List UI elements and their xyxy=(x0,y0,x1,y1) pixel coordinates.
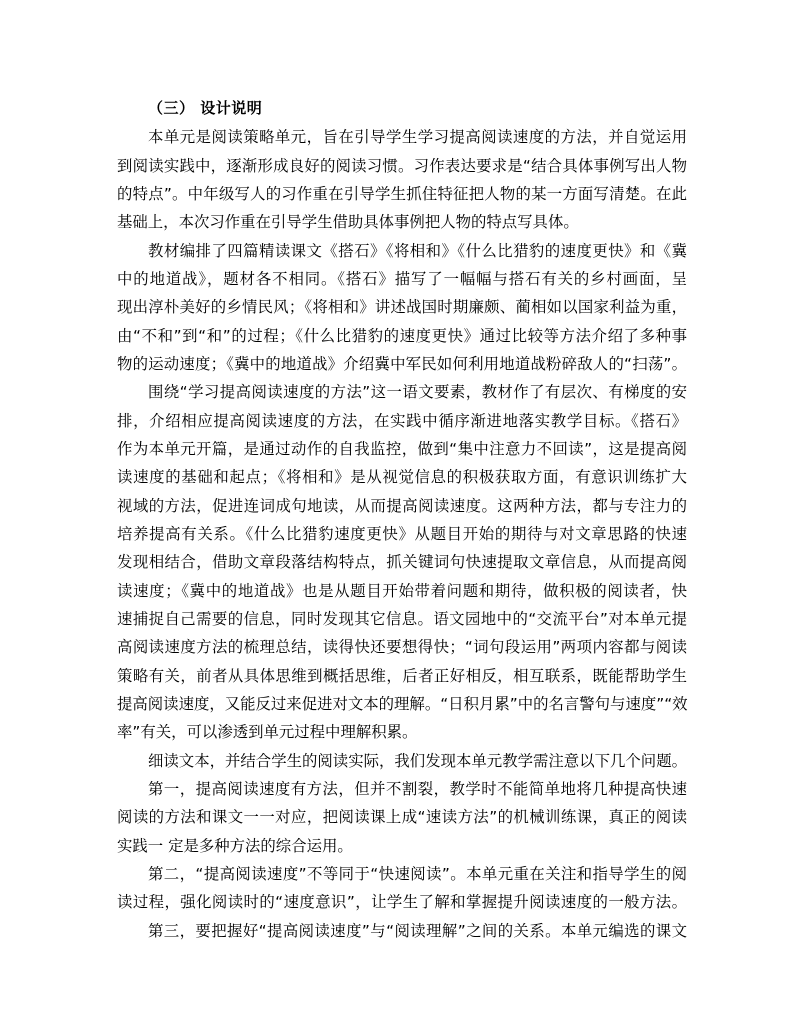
paragraph-line: 作为本单元开篇，是通过动作的自我监控，做到“集中注意力不回读”，这是提高阅 xyxy=(117,440,687,458)
paragraph-line: 第二，“提高阅读速度”不等同于“快速阅读”。本单元重在关注和指导学生的阅 xyxy=(148,865,687,883)
paragraph-line: 视域的方法，促进连词成句地读，从而提高阅读速度。这两种方法，都与专注力的 xyxy=(117,497,687,515)
paragraph-line: 到阅读实践中，逐渐形成良好的阅读习惯。习作表达要求是“结合具体事例写出人物 xyxy=(117,157,687,175)
paragraph-line: 培养提高有关系。《什么比猎豹速度更快》从题目开始的期待与对文章思路的快速 xyxy=(117,525,687,543)
paragraph-line: 发现相结合，借助文章段落结构特点，抓关键词句快速提取文章信息，从而提高阅 xyxy=(117,553,687,571)
paragraph-line: 现出淳朴美好的乡情民风；《将相和》讲述战国时期廉颇、蔺相如以国家利益为重， xyxy=(117,298,687,316)
paragraph-line: 高阅读速度方法的梳理总结，读得快还要想得快；“词句段运用”两项内容都与阅读 xyxy=(117,638,687,656)
paragraph-line: 第一，提高阅读速度有方法，但并不割裂，教学时不能简单地将几种提高快速 xyxy=(148,780,687,798)
paragraph-line: 教材编排了四篇精读课文《搭石》《将相和》《什么比猎豹的速度更快》和《冀 xyxy=(148,242,687,260)
paragraph-line: 阅读的方法和课文一一对应，把阅读课上成“速读方法”的机械训练课，真正的阅读 xyxy=(117,808,687,826)
paragraph-line: 第三，要把握好“提高阅读速度”与“阅读理解”之间的关系。本单元编选的课文 xyxy=(148,922,687,940)
paragraph-line: 策略有关，前者从具体思维到概括思维，后者正好相反，相互联系，既能帮助学生 xyxy=(117,667,687,685)
paragraph-line: 细读文本，并结合学生的阅读实际，我们发现本单元教学需注意以下几个问题。 xyxy=(148,752,687,770)
paragraph-line: 读过程，强化阅读时的“速度意识”，让学生了解和掌握提升阅读速度的一般方法。 xyxy=(117,893,687,911)
paragraph-line: 本单元是阅读策略单元，旨在引导学生学习提高阅读速度的方法，并自觉运用 xyxy=(148,128,687,146)
paragraph-line: 速捕捉自己需要的信息，同时发现其它信息。语文园地中的“交流平台”对本单元提 xyxy=(117,610,687,628)
paragraph-line: 物的运动速度；《冀中的地道战》介绍冀中军民如何利用地道战粉碎敌人的“扫荡”。 xyxy=(117,355,687,373)
paragraph-line: 中的地道战》，题材各不相同。《搭石》描写了一幅幅与搭石有关的乡村画面，呈 xyxy=(117,270,687,288)
paragraph-line: 读速度的基础和起点；《将相和》是从视觉信息的积极获取方面，有意识训练扩大 xyxy=(117,468,687,486)
paragraph-line: 的特点”。中年级写人的习作重在引导学生抓住特征把人物的某一方面写清楚。在此 xyxy=(117,185,687,203)
paragraph-line: 率”有关，可以渗透到单元过程中理解积累。 xyxy=(117,723,418,741)
paragraph-line: 基础上，本次习作重在引导学生借助具体事例把人物的特点写具体。 xyxy=(117,213,579,231)
paragraph-line: 读速度；《冀中的地道战》也是从题目开始带着问题和期待，做积极的阅读者，快 xyxy=(117,582,687,600)
paragraph-line: 实践一 定是多种方法的综合运用。 xyxy=(117,837,353,855)
paragraph-line: 围绕“学习提高阅读速度的方法”这一语文要素，教材作了有层次、有梯度的安 xyxy=(148,383,687,401)
section-heading: （三） 设计说明 xyxy=(148,99,263,117)
paragraph-line: 排，介绍相应提高阅读速度的方法，在实践中循序渐进地落实教学目标。《搭石》 xyxy=(117,412,687,430)
paragraph-line: 提高阅读速度，又能反过来促进对文本的理解。“日积月累”中的名言警句与速度”“效 xyxy=(117,695,688,713)
paragraph-line: 由“不和”到“和”的过程；《什么比猎豹的速度更快》通过比较等方法介绍了多种事 xyxy=(117,327,687,345)
